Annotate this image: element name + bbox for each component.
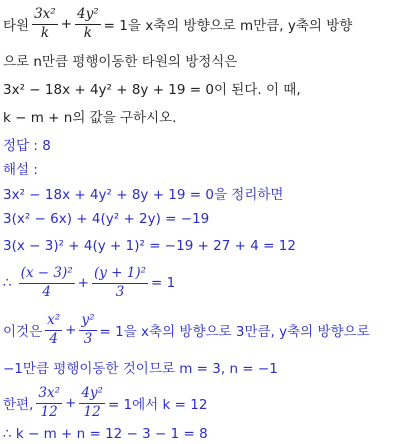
fraction-numerator: y² [79,313,96,331]
fraction [92,266,148,300]
fraction-denominator: 3 [83,330,93,347]
solution-step-2: 3(x² − 6x) + 4(y² + 2y) = −19 [3,211,210,227]
fraction-numerator: 4y² [79,386,105,404]
solution-step-6: −1만큼 평행이동한 것이므로 m = 3, n = −1 [3,361,278,377]
solution-step-8: ∴ k − m + n = 12 − 3 − 1 = 8 [3,426,208,442]
plus-sign: + [65,395,77,411]
problem-text: 타원 [3,18,30,34]
fraction-denominator: 4 [49,330,58,347]
solution-step-5 [3,310,397,350]
fraction-denominator: 3 [115,283,125,300]
fraction-numerator: 4y² [75,7,101,25]
fraction-denominator: k [40,24,49,41]
problem-line-4: k − m + n의 값을 구하시오. [3,110,177,126]
fraction-numerator: (x − 3)² [19,266,75,284]
plus-sign: + [60,16,73,32]
fraction [36,386,62,420]
fraction-denominator: 4 [42,283,51,300]
fraction [79,386,105,420]
equation-rest: = 1 [151,275,176,291]
fraction [19,266,75,300]
fraction-numerator: 3x² [36,386,62,404]
therefore-symbol: ∴ [3,275,12,291]
solution-text: 한편, [3,397,34,413]
problem-line-3: 3x² − 18x + 4y² + 8y + 19 = 0이 된다. 이 때, [3,82,301,98]
fraction-denominator: 12 [83,403,101,420]
solution-text: = 1에서 k = 12 [107,397,208,413]
fraction [75,7,101,41]
problem-text: = 1을 x축의 방향으로 m만큼, y축의 방향 [103,18,353,34]
plus-sign: + [77,275,89,291]
answer-label: 정답 : 8 [3,138,51,154]
solution-text: 이것은 [3,324,43,340]
explanation-label: 해설 : [3,162,38,178]
fraction-denominator: 12 [40,403,58,420]
solution-step-4 [3,263,397,303]
fraction [32,7,58,41]
solution-step-1: 3x² − 18x + 4y² + 8y + 19 = 0을 정리하면 [3,187,284,203]
problem-line-1 [3,4,397,44]
fraction [79,313,96,347]
fraction-numerator: x² [45,313,62,331]
fraction-numerator: 3x² [32,7,58,25]
plus-sign: + [65,322,77,338]
fraction [45,313,62,347]
solution-text: = 1을 x축의 방향으로 3만큼, y축의 방향으로 [99,324,370,340]
fraction-denominator: k [83,24,92,41]
problem-line-2: 으로 n만큼 평행이동한 타원의 방정식은 [3,54,238,70]
solution-step-3: 3(x − 3)² + 4(y + 1)² = −19 + 27 + 4 = 12 [3,238,296,254]
solution-step-7 [3,383,397,423]
fraction-numerator: (y + 1)² [92,266,148,284]
